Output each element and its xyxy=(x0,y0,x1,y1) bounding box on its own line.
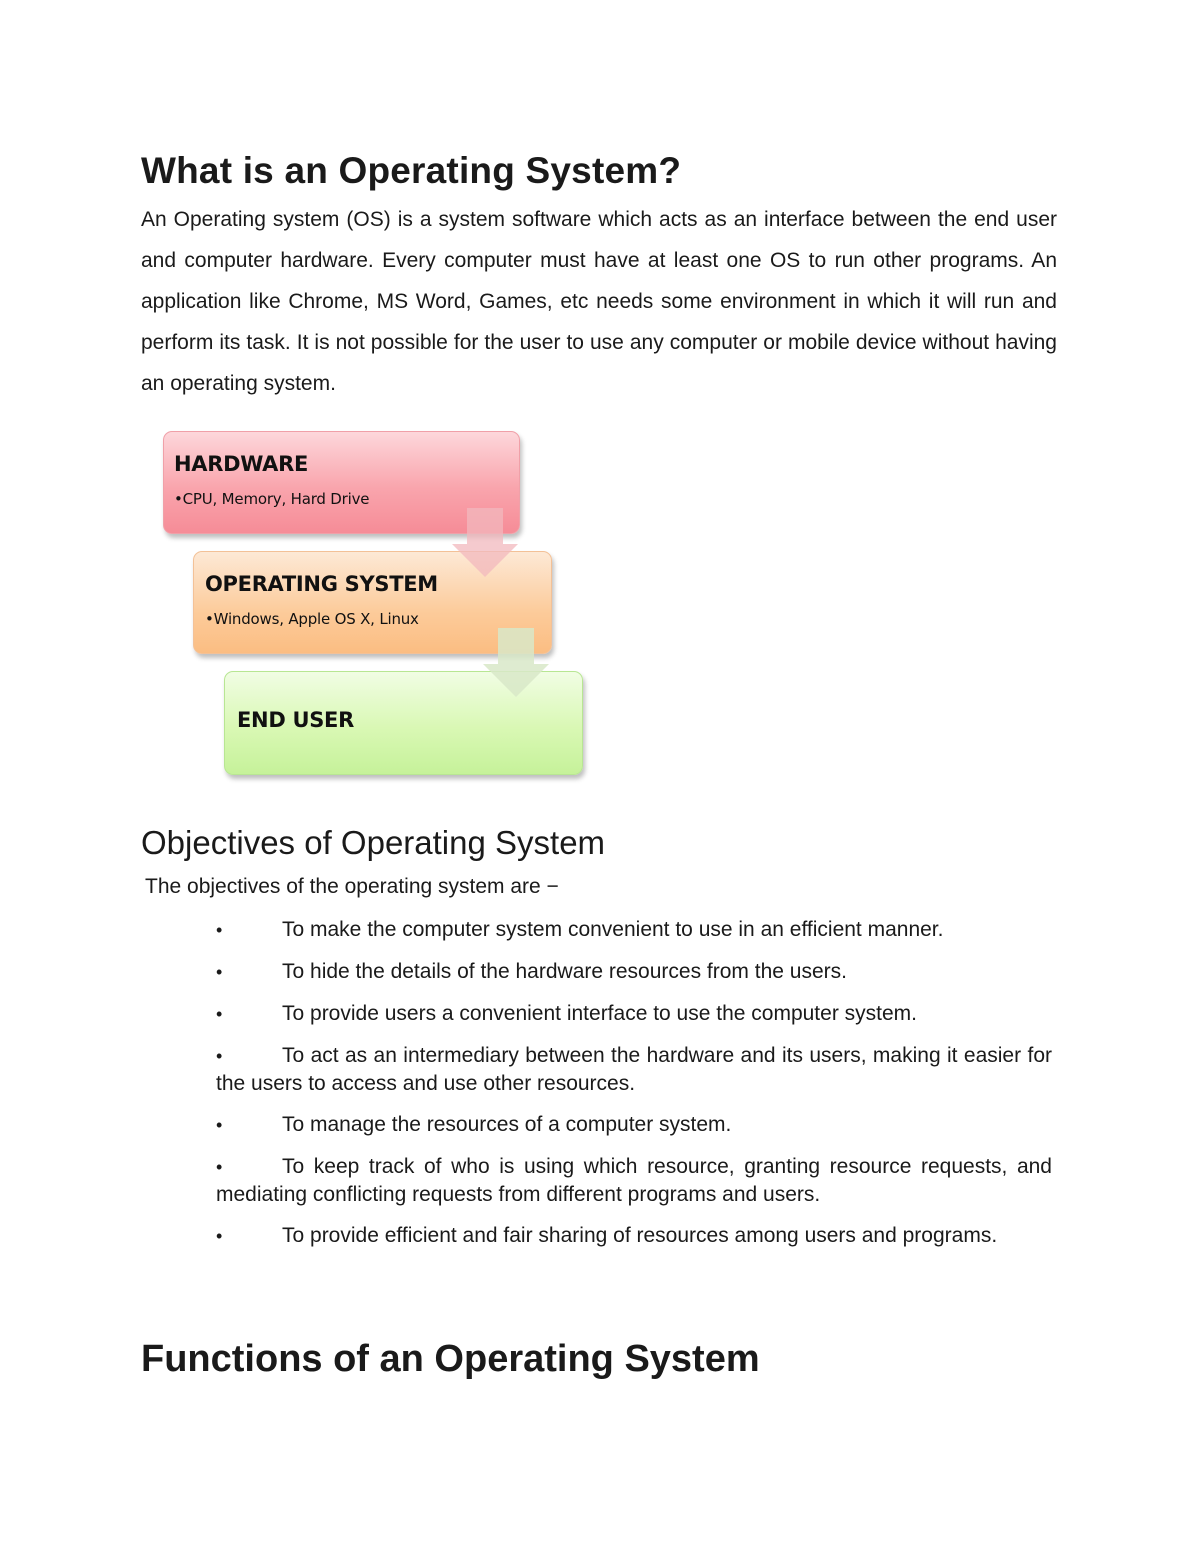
list-item-text: To make the computer system convenient to use in an efficient manner. xyxy=(282,918,944,941)
bullet: • xyxy=(216,920,223,940)
os-layer-diagram xyxy=(150,420,610,800)
list-item xyxy=(216,1222,1052,1250)
hardware-title: HARDWARE xyxy=(174,452,309,476)
bullet: • xyxy=(216,1046,223,1066)
end-user-title: END USER xyxy=(237,708,354,732)
list-item xyxy=(216,916,1052,944)
intro-paragraph: An Operating system (OS) is a system software which acts as an interface between the end user and computer hardware. Every computer must have at least one OS to run other programs. An application like Chrome, MS Word, Games, etc needs some environment in which it will run and perform its task. It is not possible for the user to use any computer or mobile device without having an operating system. xyxy=(141,208,1057,395)
objectives-heading: Objectives of Operating System xyxy=(141,824,606,861)
list-item xyxy=(216,1111,1052,1139)
functions-heading: Functions of an Operating System xyxy=(141,1338,760,1380)
list-item-text: To manage the resources of a computer system. xyxy=(282,1113,732,1136)
page-title: What is an Operating System? xyxy=(141,150,682,191)
list-item-text: To provide efficient and fair sharing of resources among users and programs. xyxy=(282,1224,998,1247)
down-arrow-icon xyxy=(452,508,518,578)
bullet: • xyxy=(216,1157,223,1177)
list-item xyxy=(216,1153,1052,1208)
operating-system-title: OPERATING SYSTEM xyxy=(205,572,438,596)
objectives-list xyxy=(216,916,1052,1250)
bullet: • xyxy=(216,1226,223,1246)
bullet: • xyxy=(216,1004,223,1024)
list-item xyxy=(216,958,1052,986)
bullet: • xyxy=(216,1115,223,1135)
down-arrow-icon xyxy=(483,628,549,698)
objectives-lead: The objectives of the operating system are − xyxy=(145,875,559,898)
operating-system-detail: •Windows, Apple OS X, Linux xyxy=(205,610,419,628)
list-item-text: To provide users a convenient interface to use the computer system. xyxy=(282,1002,917,1025)
hardware-detail: •CPU, Memory, Hard Drive xyxy=(174,490,370,508)
list-item-text: To keep track of who is using which resource, granting resource requests, and mediating conflicting requests from different programs and users. xyxy=(216,1155,1052,1206)
list-item-text: To hide the details of the hardware resources from the users. xyxy=(282,960,847,983)
list-item xyxy=(216,1042,1052,1097)
list-item-text: To act as an intermediary between the hardware and its users, making it easier for the users to access and use other resources. xyxy=(216,1044,1052,1095)
list-item xyxy=(216,1000,1052,1028)
bullet: • xyxy=(216,962,223,982)
